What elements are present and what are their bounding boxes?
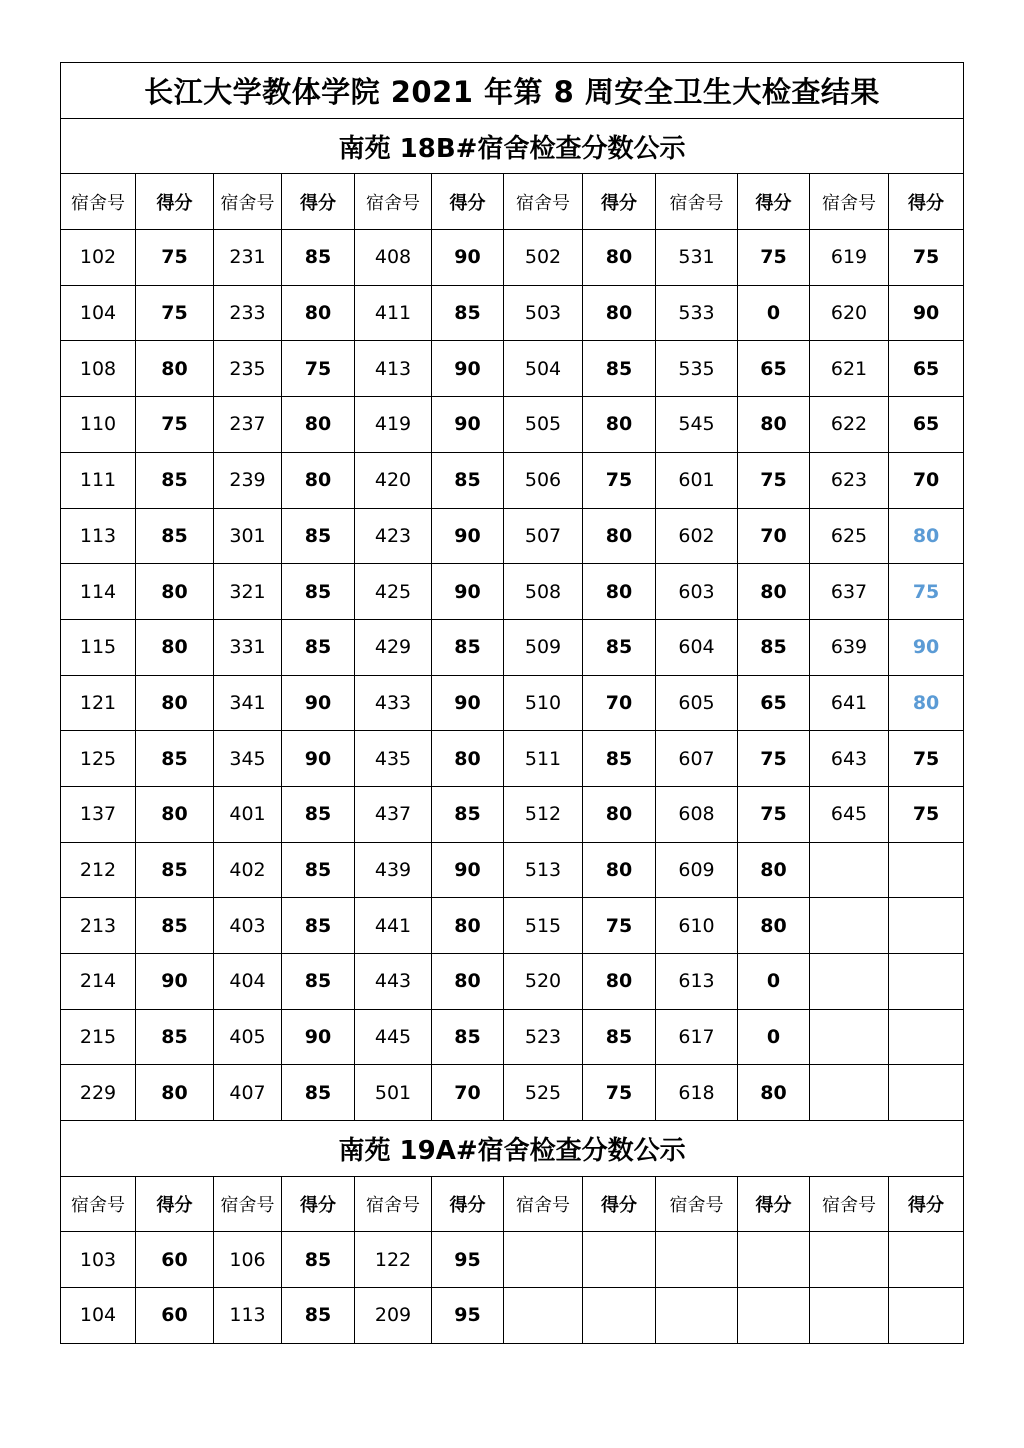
room-number-cell: 603 — [656, 564, 738, 620]
room-number-cell: 512 — [504, 786, 583, 842]
room-header: 宿舍号 — [214, 1176, 282, 1232]
score-cell: 80 — [889, 675, 964, 731]
score-cell: 85 — [136, 452, 214, 508]
room-number-cell: 608 — [656, 786, 738, 842]
score-cell: 65 — [889, 341, 964, 397]
score-cell: 85 — [282, 898, 355, 954]
room-number-cell: 609 — [656, 842, 738, 898]
score-cell — [583, 1288, 656, 1344]
score-cell: 90 — [432, 230, 504, 286]
score-cell: 75 — [583, 452, 656, 508]
room-number-cell: 535 — [656, 341, 738, 397]
score-cell: 85 — [136, 1009, 214, 1065]
room-number-cell: 403 — [214, 898, 282, 954]
score-cell: 85 — [282, 954, 355, 1010]
score-cell: 85 — [583, 731, 656, 787]
score-cell: 85 — [432, 619, 504, 675]
room-number-cell: 641 — [810, 675, 889, 731]
room-number-cell: 115 — [61, 619, 136, 675]
room-number-cell: 507 — [504, 508, 583, 564]
score-cell: 85 — [432, 786, 504, 842]
score-cell: 80 — [583, 842, 656, 898]
room-number-cell: 502 — [504, 230, 583, 286]
table-row — [61, 675, 964, 731]
room-header: 宿舍号 — [810, 174, 889, 230]
score-header: 得分 — [432, 174, 504, 230]
score-cell: 80 — [282, 452, 355, 508]
room-number-cell — [810, 898, 889, 954]
room-number-cell: 239 — [214, 452, 282, 508]
score-cell: 85 — [282, 1065, 355, 1121]
score-cell: 85 — [583, 341, 656, 397]
score-cell: 80 — [136, 1065, 214, 1121]
score-cell: 85 — [432, 1009, 504, 1065]
table-row — [61, 564, 964, 620]
score-cell: 90 — [136, 954, 214, 1010]
room-number-cell: 618 — [656, 1065, 738, 1121]
score-cell: 65 — [738, 341, 810, 397]
score-header: 得分 — [738, 174, 810, 230]
room-number-cell: 113 — [61, 508, 136, 564]
score-header: 得分 — [583, 174, 656, 230]
room-number-cell: 402 — [214, 842, 282, 898]
score-cell: 90 — [889, 619, 964, 675]
score-cell: 80 — [738, 1065, 810, 1121]
room-number-cell — [810, 954, 889, 1010]
room-number-cell: 237 — [214, 397, 282, 453]
room-number-cell: 408 — [355, 230, 432, 286]
score-cell: 85 — [136, 842, 214, 898]
table-row — [61, 452, 964, 508]
score-cell: 75 — [136, 397, 214, 453]
table-row — [61, 508, 964, 564]
room-number-cell: 441 — [355, 898, 432, 954]
score-cell: 80 — [432, 954, 504, 1010]
score-cell: 65 — [889, 397, 964, 453]
room-number-cell: 531 — [656, 230, 738, 286]
score-header: 得分 — [136, 1176, 214, 1232]
table-row — [61, 731, 964, 787]
score-cell: 80 — [432, 898, 504, 954]
room-number-cell: 301 — [214, 508, 282, 564]
room-number-cell: 617 — [656, 1009, 738, 1065]
score-cell — [583, 1232, 656, 1288]
room-header: 宿舍号 — [656, 1176, 738, 1232]
room-number-cell: 439 — [355, 842, 432, 898]
room-number-cell: 602 — [656, 508, 738, 564]
score-cell: 75 — [136, 230, 214, 286]
score-cell: 90 — [432, 508, 504, 564]
score-cell: 95 — [432, 1288, 504, 1344]
room-number-cell: 423 — [355, 508, 432, 564]
score-cell: 75 — [136, 285, 214, 341]
room-number-cell: 104 — [61, 285, 136, 341]
score-cell: 80 — [136, 786, 214, 842]
score-cell: 65 — [738, 675, 810, 731]
table-row — [61, 1009, 964, 1065]
column-header-row — [61, 174, 964, 230]
score-cell: 75 — [889, 564, 964, 620]
inspection-results-table — [60, 62, 964, 1344]
score-cell: 90 — [282, 1009, 355, 1065]
score-cell: 90 — [282, 731, 355, 787]
room-number-cell: 233 — [214, 285, 282, 341]
room-number-cell: 501 — [355, 1065, 432, 1121]
score-cell — [738, 1232, 810, 1288]
score-cell: 80 — [583, 508, 656, 564]
room-number-cell — [504, 1232, 583, 1288]
score-cell: 80 — [583, 285, 656, 341]
score-header: 得分 — [136, 174, 214, 230]
room-number-cell: 110 — [61, 397, 136, 453]
room-number-cell: 621 — [810, 341, 889, 397]
room-header: 宿舍号 — [504, 1176, 583, 1232]
score-cell: 90 — [282, 675, 355, 731]
room-number-cell — [656, 1232, 738, 1288]
room-number-cell: 508 — [504, 564, 583, 620]
room-number-cell: 121 — [61, 675, 136, 731]
room-number-cell: 235 — [214, 341, 282, 397]
score-cell: 90 — [432, 842, 504, 898]
table-row — [61, 1288, 964, 1344]
score-cell: 70 — [432, 1065, 504, 1121]
table-row — [61, 898, 964, 954]
room-number-cell — [810, 1288, 889, 1344]
room-number-cell: 639 — [810, 619, 889, 675]
room-header: 宿舍号 — [355, 174, 432, 230]
room-number-cell: 511 — [504, 731, 583, 787]
score-cell: 80 — [583, 397, 656, 453]
score-header: 得分 — [282, 174, 355, 230]
room-number-cell: 102 — [61, 230, 136, 286]
score-header: 得分 — [583, 1176, 656, 1232]
score-cell: 80 — [738, 842, 810, 898]
room-header: 宿舍号 — [504, 174, 583, 230]
score-cell: 85 — [583, 1009, 656, 1065]
room-number-cell: 125 — [61, 731, 136, 787]
score-header: 得分 — [738, 1176, 810, 1232]
room-number-cell: 513 — [504, 842, 583, 898]
score-cell: 70 — [889, 452, 964, 508]
room-number-cell: 515 — [504, 898, 583, 954]
room-number-cell: 623 — [810, 452, 889, 508]
score-cell: 85 — [738, 619, 810, 675]
room-number-cell — [810, 1065, 889, 1121]
room-number-cell: 437 — [355, 786, 432, 842]
score-cell: 75 — [738, 230, 810, 286]
score-cell: 75 — [738, 452, 810, 508]
score-cell: 70 — [583, 675, 656, 731]
table-row — [61, 341, 964, 397]
room-number-cell: 113 — [214, 1288, 282, 1344]
score-cell: 85 — [282, 1288, 355, 1344]
section-title: 南苑 18B#宿舍检查分数公示 — [61, 118, 964, 174]
room-number-cell: 613 — [656, 954, 738, 1010]
room-header: 宿舍号 — [355, 1176, 432, 1232]
room-number-cell: 506 — [504, 452, 583, 508]
score-cell: 80 — [136, 341, 214, 397]
room-number-cell: 331 — [214, 619, 282, 675]
room-number-cell: 411 — [355, 285, 432, 341]
score-cell: 85 — [282, 230, 355, 286]
room-number-cell: 622 — [810, 397, 889, 453]
room-number-cell: 404 — [214, 954, 282, 1010]
room-number-cell: 619 — [810, 230, 889, 286]
room-number-cell: 114 — [61, 564, 136, 620]
room-number-cell: 433 — [355, 675, 432, 731]
score-cell: 85 — [136, 508, 214, 564]
table-row — [61, 230, 964, 286]
room-number-cell: 104 — [61, 1288, 136, 1344]
score-cell: 85 — [583, 619, 656, 675]
score-cell: 75 — [889, 786, 964, 842]
score-cell: 85 — [282, 1232, 355, 1288]
score-cell: 75 — [282, 341, 355, 397]
section-title-row — [61, 118, 964, 174]
score-cell — [889, 1288, 964, 1344]
room-number-cell: 345 — [214, 731, 282, 787]
table-row — [61, 285, 964, 341]
room-header: 宿舍号 — [61, 174, 136, 230]
title-row — [61, 63, 964, 119]
score-cell: 0 — [738, 954, 810, 1010]
score-cell: 80 — [282, 397, 355, 453]
room-number-cell — [810, 1232, 889, 1288]
room-number-cell: 419 — [355, 397, 432, 453]
score-cell: 90 — [432, 675, 504, 731]
room-number-cell: 137 — [61, 786, 136, 842]
room-number-cell: 533 — [656, 285, 738, 341]
score-cell: 80 — [738, 898, 810, 954]
room-number-cell: 341 — [214, 675, 282, 731]
room-number-cell: 108 — [61, 341, 136, 397]
room-number-cell: 620 — [810, 285, 889, 341]
score-cell: 90 — [432, 397, 504, 453]
score-header: 得分 — [432, 1176, 504, 1232]
room-number-cell: 637 — [810, 564, 889, 620]
score-cell: 90 — [432, 564, 504, 620]
room-number-cell: 505 — [504, 397, 583, 453]
table-row — [61, 786, 964, 842]
room-number-cell: 111 — [61, 452, 136, 508]
table-row — [61, 1065, 964, 1121]
room-number-cell: 435 — [355, 731, 432, 787]
score-cell — [889, 1232, 964, 1288]
score-cell — [738, 1288, 810, 1344]
room-number-cell: 445 — [355, 1009, 432, 1065]
score-cell: 75 — [738, 786, 810, 842]
section-title: 南苑 19A#宿舍检查分数公示 — [61, 1121, 964, 1177]
room-number-cell: 545 — [656, 397, 738, 453]
room-header: 宿舍号 — [656, 174, 738, 230]
score-cell: 95 — [432, 1232, 504, 1288]
room-number-cell — [810, 1009, 889, 1065]
room-number-cell: 605 — [656, 675, 738, 731]
table-row — [61, 842, 964, 898]
room-number-cell: 510 — [504, 675, 583, 731]
table-row — [61, 1232, 964, 1288]
score-cell: 80 — [738, 564, 810, 620]
section-title-row — [61, 1121, 964, 1177]
room-number-cell: 215 — [61, 1009, 136, 1065]
score-cell: 80 — [583, 786, 656, 842]
room-number-cell: 122 — [355, 1232, 432, 1288]
score-cell: 80 — [583, 954, 656, 1010]
score-header: 得分 — [282, 1176, 355, 1232]
table-row — [61, 954, 964, 1010]
score-cell: 80 — [583, 564, 656, 620]
score-cell: 85 — [282, 842, 355, 898]
room-number-cell — [810, 842, 889, 898]
score-cell: 80 — [738, 397, 810, 453]
score-cell: 80 — [136, 564, 214, 620]
room-number-cell: 214 — [61, 954, 136, 1010]
score-cell: 80 — [136, 675, 214, 731]
score-cell: 85 — [136, 731, 214, 787]
score-cell: 85 — [282, 508, 355, 564]
score-cell: 85 — [432, 285, 504, 341]
score-cell: 75 — [738, 731, 810, 787]
score-cell: 80 — [432, 731, 504, 787]
room-number-cell: 523 — [504, 1009, 583, 1065]
room-number-cell: 525 — [504, 1065, 583, 1121]
score-cell — [889, 1009, 964, 1065]
room-header: 宿舍号 — [810, 1176, 889, 1232]
score-cell: 90 — [432, 341, 504, 397]
score-cell: 90 — [889, 285, 964, 341]
page-title: 长江大学教体学院 2021 年第 8 周安全卫生大检查结果 — [61, 63, 964, 119]
room-number-cell: 610 — [656, 898, 738, 954]
table-row — [61, 397, 964, 453]
score-cell — [889, 1065, 964, 1121]
room-number-cell: 420 — [355, 452, 432, 508]
score-cell: 85 — [282, 619, 355, 675]
room-number-cell: 209 — [355, 1288, 432, 1344]
room-number-cell: 405 — [214, 1009, 282, 1065]
room-number-cell: 106 — [214, 1232, 282, 1288]
score-cell: 85 — [282, 564, 355, 620]
score-cell: 85 — [136, 898, 214, 954]
score-cell: 80 — [889, 508, 964, 564]
room-number-cell: 321 — [214, 564, 282, 620]
score-cell: 75 — [889, 731, 964, 787]
column-header-row — [61, 1176, 964, 1232]
score-cell: 60 — [136, 1232, 214, 1288]
room-number-cell: 401 — [214, 786, 282, 842]
score-cell — [889, 842, 964, 898]
room-number-cell: 103 — [61, 1232, 136, 1288]
room-header: 宿舍号 — [61, 1176, 136, 1232]
table-row — [61, 619, 964, 675]
room-number-cell — [656, 1288, 738, 1344]
score-header: 得分 — [889, 174, 964, 230]
room-number-cell: 413 — [355, 341, 432, 397]
room-number-cell: 229 — [61, 1065, 136, 1121]
score-cell: 80 — [136, 619, 214, 675]
room-number-cell: 504 — [504, 341, 583, 397]
score-cell: 75 — [583, 898, 656, 954]
room-number-cell: 503 — [504, 285, 583, 341]
score-cell: 60 — [136, 1288, 214, 1344]
score-header: 得分 — [889, 1176, 964, 1232]
room-number-cell: 625 — [810, 508, 889, 564]
room-number-cell: 425 — [355, 564, 432, 620]
room-number-cell: 213 — [61, 898, 136, 954]
score-cell: 0 — [738, 1009, 810, 1065]
room-number-cell: 604 — [656, 619, 738, 675]
room-number-cell: 520 — [504, 954, 583, 1010]
room-number-cell: 443 — [355, 954, 432, 1010]
score-cell — [889, 954, 964, 1010]
room-number-cell: 509 — [504, 619, 583, 675]
score-cell: 85 — [432, 452, 504, 508]
room-number-cell: 212 — [61, 842, 136, 898]
score-cell — [889, 898, 964, 954]
room-header: 宿舍号 — [214, 174, 282, 230]
score-cell: 70 — [738, 508, 810, 564]
room-number-cell: 643 — [810, 731, 889, 787]
room-number-cell: 607 — [656, 731, 738, 787]
room-number-cell: 645 — [810, 786, 889, 842]
room-number-cell — [504, 1288, 583, 1344]
room-number-cell: 429 — [355, 619, 432, 675]
room-number-cell: 601 — [656, 452, 738, 508]
score-cell: 75 — [889, 230, 964, 286]
room-number-cell: 231 — [214, 230, 282, 286]
room-number-cell: 407 — [214, 1065, 282, 1121]
score-cell: 80 — [282, 285, 355, 341]
score-cell: 75 — [583, 1065, 656, 1121]
score-cell: 85 — [282, 786, 355, 842]
score-cell: 80 — [583, 230, 656, 286]
score-cell: 0 — [738, 285, 810, 341]
